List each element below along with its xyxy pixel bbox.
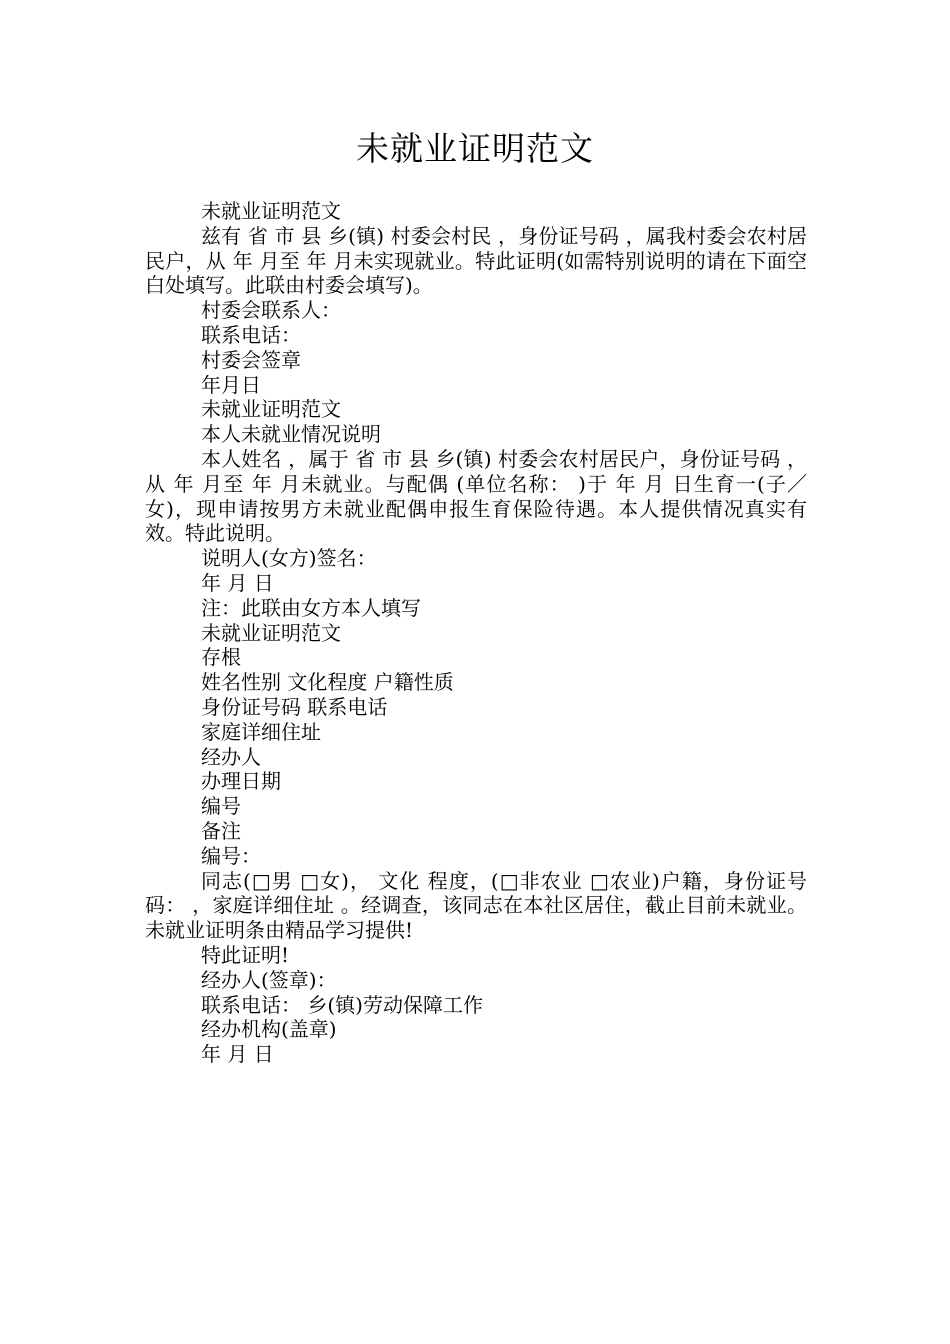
body-line: 家庭详细住址 [201, 719, 321, 744]
body-line: 特此证明! [201, 942, 290, 967]
body-line: 办理日期 [201, 769, 281, 794]
body-line: 存根 [201, 645, 241, 670]
body-line: 经办机构(盖章) [201, 1017, 337, 1042]
body-line: 编号： [201, 843, 261, 868]
body-line: 未就业证明范文 [201, 620, 341, 645]
body-line: 联系电话： 乡(镇)劳动保障工作 [201, 992, 483, 1017]
body-line: 村委会签章 [201, 347, 301, 372]
body-paragraph: 本人姓名 ，属于 省 市 县 乡(镇) 村委会农村居民户，身份证号码 ，从 年 月至 年 月未就业。与配偶 (单位名称： )于 年 月 日生育一(子／女)，现申请按男方未就业配偶申报生育保险待遇。本人提供情况真实有效。特此说明。 [145, 446, 807, 546]
body-line: 未就业证明范文 [201, 199, 341, 223]
body-line: 本人未就业情况说明 [201, 422, 381, 447]
body-line: 说明人(女方)签名： [201, 546, 377, 571]
body-line: 年 月 日 [201, 1042, 274, 1067]
body-line: 年月日 [201, 372, 261, 397]
document-title: 未就业证明范文 [356, 129, 594, 168]
body-line: 经办人(签章)： [201, 967, 337, 992]
body-line: 村委会联系人： [201, 298, 341, 323]
body-line: 姓名性别 文化程度 户籍性质 [201, 670, 454, 695]
body-line: 未就业证明范文 [201, 397, 341, 422]
body-line: 年 月 日 [201, 570, 274, 595]
body-paragraph: 兹有 省 市 县 乡(镇) 村委会村民 ，身份证号码 ，属我村委会农村居民户，从 年 月至 年 月未实现就业。特此证明(如需特别说明的请在下面空白处填写。此联由村委会填写)。 [145, 223, 807, 298]
body-line: 身份证号码 联系电话 [201, 694, 388, 719]
body-line: 联系电话： [201, 322, 301, 347]
body-line: 编号 [201, 794, 241, 819]
document-body [145, 199, 807, 1067]
body-line: 备注 [201, 818, 241, 843]
body-paragraph: 同志(□男 □女)， 文化 程度，(□非农业 □农业)户籍，身份证号码： ，家庭详细住址 。经调查，该同志在本社区居住，截止目前未就业。未就业证明条由精品学习提供! [145, 868, 807, 943]
body-line: 经办人 [201, 744, 261, 769]
body-line: 注：此联由女方本人填写 [201, 595, 421, 620]
